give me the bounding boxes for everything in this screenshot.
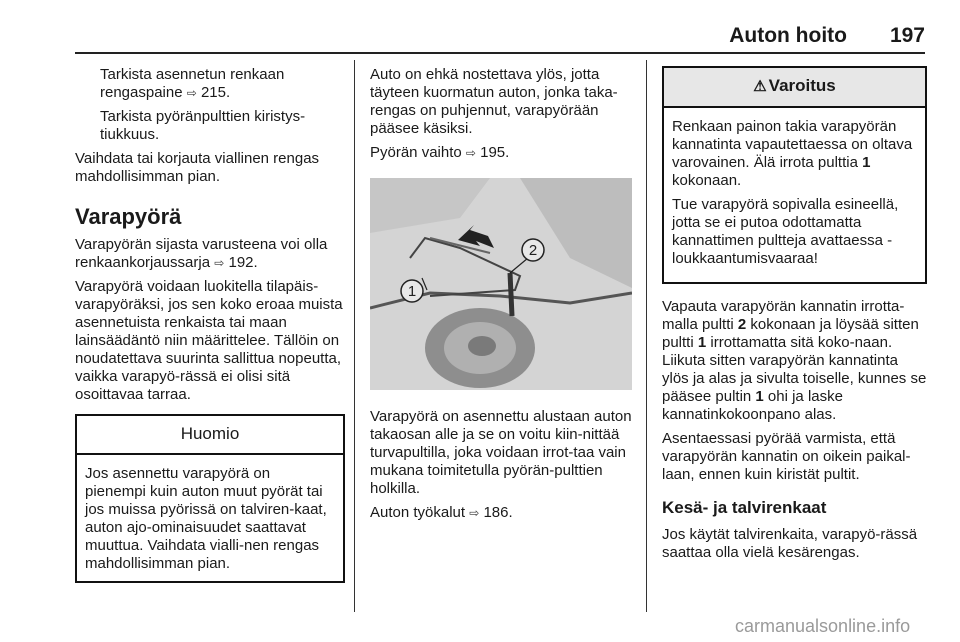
reference-arrow-icon: ⇨: [214, 256, 225, 270]
paragraph: Varapyörä on asennettu alustaan auton takaosan alle ja se on voitu kiin-nittää turvapultilla, joka voidaan irrot-taa vain mukana toimitetulla pyörän-pulttien holkilla.: [370, 408, 632, 497]
section-heading: Varapyörä: [75, 204, 182, 229]
warning-box: [662, 66, 927, 284]
watermark: carmanualsonline.info: [735, 616, 911, 636]
column-divider-1: [354, 60, 355, 612]
spare-wheel-illustration: [370, 178, 632, 390]
page-header: [75, 22, 925, 54]
page-reference[interactable]: 186.: [483, 504, 513, 521]
callout-label-2: 2: [528, 242, 538, 259]
checklist-item-bolts: Tarkista pyöränpulttien kiristys- tiukkuus.: [100, 108, 306, 143]
page-number: 197: [889, 24, 925, 47]
page-reference[interactable]: 195.: [480, 144, 510, 161]
reference-arrow-icon: ⇨: [469, 506, 480, 520]
column-2: [370, 66, 635, 528]
paragraph: Jos käytät talvirenkaita, varapyö-rässä saattaa olla vielä kesärengas.: [662, 526, 918, 561]
warning-text: Renkaan painon takia varapyörän kannatinta vapautettaessa on oltava varovainen. Älä irrota pulttia 1 kokonaan. Tue varapyörä sopivalla esineellä, jotta se ei putoa odottamatta kannattimen pultteja avattaessa - loukkaantumisvaaraa!: [672, 118, 913, 267]
column-divider-2: [646, 60, 647, 612]
page-reference[interactable]: 192.: [228, 254, 258, 271]
note-title: Huomio: [77, 416, 343, 455]
callout-label-1: 1: [407, 283, 417, 300]
paragraph: Vapauta varapyörän kannatin irrotta-malla pultti 2 kokonaan ja löysää sitten pultti 1 irrottamatta sitä koko-naan. Liikuta sitten varapyörän kannatinta ylös ja alas ja sivulta toiselle, kunnes se pääsee pultin 1 ohi ja laske kannatinkokoonpano alas.: [662, 298, 927, 423]
paragraph: Varapyörän sijasta varusteena voi olla renkaankorjaussarja ⇨ 192.: [75, 236, 328, 271]
paragraph: Asentaessasi pyörää varmista, että varapyörän kannatin on oikein paikal-laan, ennen kuin kiristät pultit.: [662, 430, 911, 483]
paragraph: Pyörän vaihto ⇨ 195.: [370, 144, 510, 161]
paragraph: Varapyörä voidaan luokitella tilapäis-varapyöräksi, jos sen koko eroaa muista asennetuista renkaista tai maan lainsäädäntö niin määrittelee. Tällöin on noudatettava suurinta sallittua nopeutta, vaikka varapyö-rässä ei olisi sitä osoittavaa tarraa.: [75, 278, 343, 403]
paragraph: Auto on ehkä nostettava ylös, jotta täyteen kuormatun auton, jonka taka-rengas on puhjennut, varapyörään pääsee käsiksi.: [370, 66, 618, 137]
section-title: Auton hoito: [729, 24, 847, 47]
note-box: [75, 414, 345, 583]
column-3: [662, 66, 927, 568]
section-heading: Kesä- ja talvirenkaat: [662, 498, 827, 517]
column-1: [75, 66, 345, 583]
reference-arrow-icon: ⇨: [186, 86, 197, 100]
reference-arrow-icon: ⇨: [465, 146, 476, 160]
warning-title: ⚠ Varoitus: [664, 68, 925, 108]
warning-triangle-icon: ⚠: [753, 78, 767, 95]
note-text: Jos asennettu varapyörä on pienempi kuin auton muut pyörät tai jos muissa pyörissä on talviren-kaat, auton ajo-ominaisuudet saattavat muuttua. Vaihdata vialli-nen rengas mahdollisimman pian.: [85, 465, 327, 572]
checklist-item-pressure: Tarkista asennetun renkaan rengaspaine ⇨ 215.: [100, 66, 285, 101]
paragraph: Auton työkalut ⇨ 186.: [370, 504, 513, 521]
page-reference[interactable]: 215.: [200, 84, 231, 101]
paragraph: Vaihdata tai korjauta viallinen rengas mahdollisimman pian.: [75, 150, 320, 185]
